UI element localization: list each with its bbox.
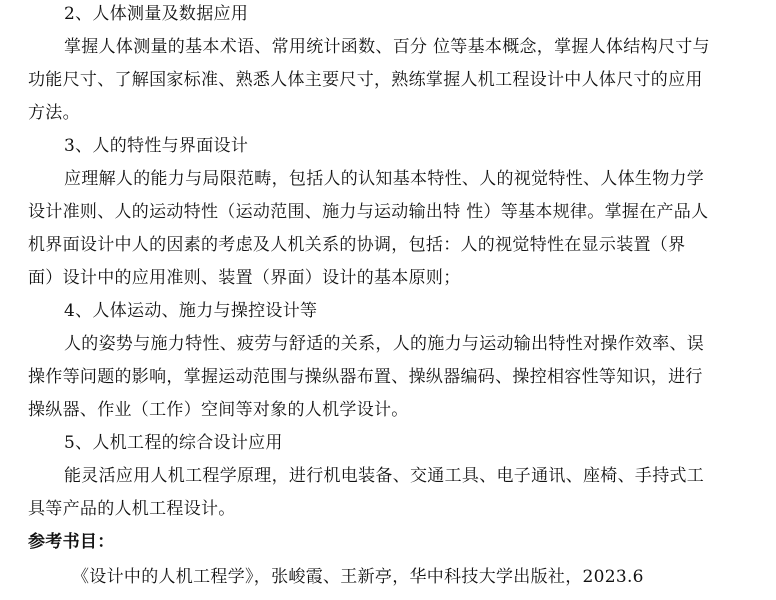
section-5-heading: 5、人机工程的综合设计应用 <box>64 433 283 453</box>
reference-item: 《设计中的人机工程学》，张峻霞、王新亭，华中科技大学出版社，2023.6 <box>72 567 644 587</box>
section-3-line-2: 设计准则、人的运动特性（运动范围、施力与运动输出特 性）等基本规律。掌握在产品人 <box>28 202 709 222</box>
section-5-line-1: 能灵活应用人机工程学原理，进行机电装备、交通工具、电子通讯、座椅、手持式工 <box>64 466 705 486</box>
section-5-line-2: 具等产品的人机工程设计。 <box>28 499 236 519</box>
section-3-line-4: 面）设计中的应用准则、装置（界面）设计的基本原则； <box>28 268 461 288</box>
section-2-line-3: 方法。 <box>28 103 80 123</box>
section-3-heading: 3、人的特性与界面设计 <box>64 136 249 156</box>
section-2-line-1: 掌握人体测量的基本术语、常用统计函数、百分 位等基本概念，掌握人体结构尺寸与 <box>64 37 710 57</box>
section-3-line-3: 机界面设计中人的因素的考虑及人机关系的协调，包括：人的视觉特性在显示装置（界 <box>28 235 686 255</box>
section-4-line-2: 操作等问题的影响，掌握运动范围与操纵器布置、操纵器编码、操控相容性等知识，进行 <box>28 367 703 387</box>
section-3-line-1: 应理解人的能力与局限范畴，包括人的认知基本特性、人的视觉特性、人体生物力学 <box>64 169 705 189</box>
section-4-line-1: 人的姿势与施力特性、疲劳与舒适的关系，人的施力与运动输出特性对操作效率、误 <box>64 334 705 354</box>
section-2-heading: 2、人体测量及数据应用 <box>64 4 249 24</box>
references-title: 参考书目： <box>28 532 115 552</box>
section-4-line-3: 操纵器、作业（工作）空间等对象的人机学设计。 <box>28 400 409 420</box>
section-2-line-2: 功能尺寸、了解国家标准、熟悉人体主要尺寸，熟练掌握人机工程设计中人体尺寸的应用 <box>28 70 703 90</box>
section-4-heading: 4、人体运动、施力与操控设计等 <box>64 301 318 321</box>
